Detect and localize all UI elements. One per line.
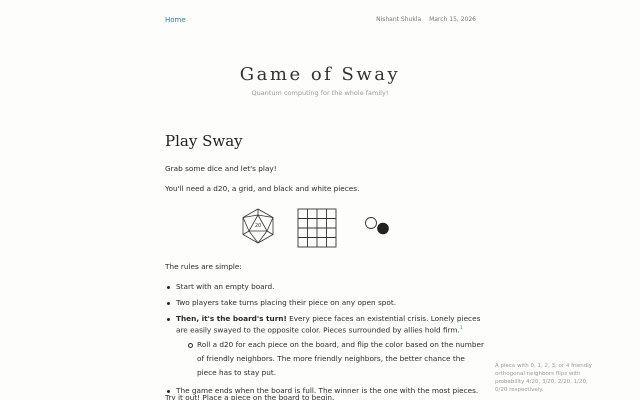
try-it-text: Try it out! Place a piece on the board to begin.	[165, 393, 335, 400]
site-title: Game of Sway	[239, 64, 401, 85]
die-label: 20	[254, 223, 262, 229]
d20-die-icon	[241, 208, 275, 244]
board-turn-emphasis: Then, it's the board's turn!	[176, 314, 287, 323]
post-date: March 15, 2026	[429, 16, 476, 23]
rules-intro: The rules are simple:	[165, 262, 242, 271]
sub-rules-list	[176, 338, 485, 380]
rule-item: The game ends when the board is full. The winner is the one with the most pieces.	[165, 386, 485, 396]
page-title: Play Sway	[165, 132, 243, 150]
needs-text: You'll need a d20, a grid, and black and white pieces.	[165, 184, 360, 193]
rule-item: Start with an empty board.	[165, 282, 485, 292]
article-body	[165, 132, 485, 400]
rules-list	[165, 282, 485, 396]
sidenote: A piece with 0, 1, 2, 3, or 4 friendly orthogonal neighbors flips with probability 4/20, 3/20, 2/20, 1/20, 0/20 respectively.	[495, 363, 592, 393]
black-white-pieces-icon	[363, 216, 391, 238]
grid-board-icon	[297, 208, 337, 248]
sub-rule-item: Roll a d20 for each piece on the board, and flip the color based on the number of friendly neighbors. The more friendly neighbors, the better chance the piece has to stay put.	[186, 338, 485, 380]
rule-item: Then, it's the board's turn! Every piece faces an existential crisis. Lonely pieces are easily swayed to the opposite color. Pieces surrounded by allies hold firm.$^1$ Roll a d20 for each piece on the board, and flip the color based on the number of friendly neighbors. The more friendly neighbors, the better chance the piece has to stay put.	[165, 314, 485, 380]
post-meta	[376, 16, 476, 23]
home-link[interactable]: Home	[165, 16, 186, 24]
author-name: Nishant Shukla	[376, 16, 422, 23]
site-subtitle: Quantum computing for the whole family!	[251, 89, 389, 97]
rule-item: Two players take turns placing their piece on any open spot.	[165, 298, 485, 308]
equipment-figures	[165, 204, 485, 252]
intro-text: Grab some dice and let's play!	[165, 164, 277, 173]
footnote-link[interactable]: 1	[459, 326, 463, 331]
top-nav	[165, 16, 476, 28]
